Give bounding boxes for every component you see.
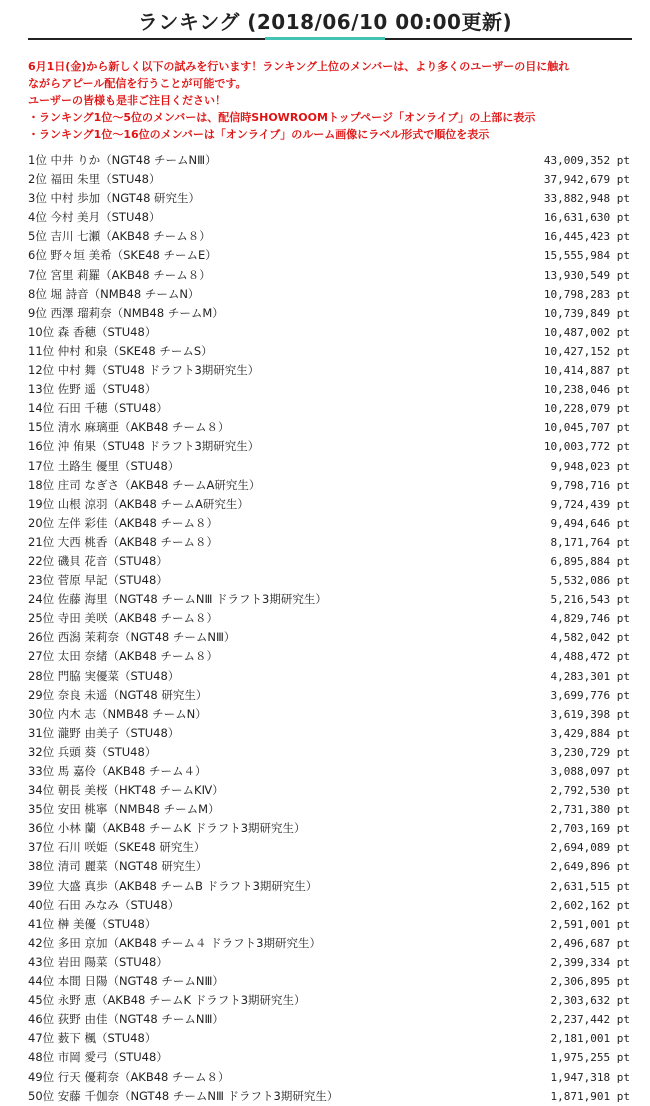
- member-points: 10,487,002 pt: [543, 325, 630, 339]
- ranking-row: [28, 323, 630, 342]
- member-name: 17位 土路生 優里（STU48）: [28, 458, 180, 473]
- member-points: 1,947,318 pt: [550, 1070, 630, 1084]
- member-points: 10,045,707 pt: [543, 421, 630, 435]
- member-points: 10,238,046 pt: [543, 383, 630, 397]
- ranking-row: [28, 838, 630, 857]
- member-points: 10,228,079 pt: [543, 402, 630, 416]
- member-name: 13位 佐野 遥（STU48）: [28, 382, 157, 397]
- member-name: 22位 磯貝 花音（STU48）: [28, 553, 168, 568]
- ranking-row: [28, 361, 630, 380]
- ranking-row: [28, 1029, 630, 1048]
- member-points: 16,631,630 pt: [543, 211, 630, 225]
- member-name: 40位 石田 みなみ（STU48）: [28, 897, 180, 912]
- member-points: 37,942,679 pt: [543, 173, 630, 187]
- ranking-row: [28, 628, 630, 647]
- ranking-row: [28, 800, 630, 819]
- ranking-row: [28, 227, 630, 246]
- member-points: 5,216,543 pt: [550, 593, 630, 607]
- ranking-row: [28, 285, 630, 304]
- notice-line: 6月1日(金)から新しく以下の試みを行います！ランキング上位のメンバーは、より多くのユーザーの目に触れ: [28, 60, 570, 73]
- page-header: [0, 0, 650, 40]
- member-name: 12位 中村 舞（STU48 ドラフト3期研究生）: [28, 363, 260, 378]
- member-name: 10位 森 香穂（STU48）: [28, 324, 157, 339]
- member-points: 2,237,442 pt: [550, 1013, 630, 1027]
- member-name: 16位 沖 侑果（STU48 ドラフト3期研究生）: [28, 439, 260, 454]
- member-points: 2,649,896 pt: [550, 860, 630, 874]
- member-name: 23位 菅原 早記（STU48）: [28, 573, 168, 588]
- notice-line: ながらアピール配信を行うことが可能です。: [28, 77, 247, 90]
- member-name: 30位 内木 志（NMB48 チームN）: [28, 706, 207, 721]
- member-points: 2,631,515 pt: [550, 879, 630, 893]
- notice-line: ・ランキング1位〜16位のメンバーは「オンライブ」のルーム画像にラベル形式で順位を表示: [28, 128, 490, 141]
- member-points: 1,871,901 pt: [550, 1089, 630, 1103]
- ranking-row: [28, 304, 630, 323]
- member-points: 8,171,764 pt: [550, 535, 630, 549]
- member-points: 10,739,849 pt: [543, 306, 630, 320]
- member-points: 10,427,152 pt: [543, 344, 630, 358]
- ranking-row: [28, 590, 630, 609]
- member-name: 14位 石田 千穂（STU48）: [28, 401, 168, 416]
- member-name: 34位 朝長 美桜（HKT48 チームKⅣ）: [28, 783, 224, 798]
- member-name: 6位 野々垣 美希（SKE48 チームE）: [28, 248, 217, 263]
- ranking-row: [28, 934, 630, 953]
- member-name: 42位 多田 京加（AKB48 チーム４ ドラフト3期研究生）: [28, 935, 322, 950]
- member-name: 24位 佐藤 海里（NGT48 チームNⅢ ドラフト3期研究生）: [28, 592, 327, 607]
- ranking-row: [28, 1068, 630, 1087]
- member-name: 50位 安藤 千伽奈（NGT48 チームNⅢ ドラフト3期研究生）: [28, 1088, 339, 1103]
- member-points: 3,429,884 pt: [550, 726, 630, 740]
- member-name: 9位 西澤 瑠莉奈（NMB48 チームM）: [28, 305, 224, 320]
- member-points: 2,303,632 pt: [550, 994, 630, 1008]
- member-points: 15,555,984 pt: [543, 249, 630, 263]
- ranking-row: [28, 972, 630, 991]
- member-points: 9,798,716 pt: [550, 478, 630, 492]
- member-points: 6,895,884 pt: [550, 554, 630, 568]
- member-points: 10,003,772 pt: [543, 440, 630, 454]
- member-points: 16,445,423 pt: [543, 230, 630, 244]
- ranking-row: [28, 915, 630, 934]
- member-points: 2,591,001 pt: [550, 917, 630, 931]
- member-name: 32位 兵頭 葵（STU48）: [28, 744, 157, 759]
- ranking-row: [28, 991, 630, 1010]
- member-name: 27位 太田 奈緒（AKB48 チーム８）: [28, 649, 219, 664]
- member-name: 25位 寺田 美咲（AKB48 チーム８）: [28, 611, 219, 626]
- ranking-row: [28, 533, 630, 552]
- member-name: 41位 榊 美優（STU48）: [28, 916, 157, 931]
- ranking-row: [28, 1010, 630, 1029]
- member-name: 49位 行天 優莉奈（AKB48 チーム８）: [28, 1069, 230, 1084]
- ranking-row: [28, 1087, 630, 1106]
- member-name: 29位 奈良 未遥（NGT48 研究生）: [28, 687, 208, 702]
- member-name: 15位 清水 麻璃亜（AKB48 チーム８）: [28, 420, 230, 435]
- member-points: 9,494,646 pt: [550, 516, 630, 530]
- member-points: 33,882,948 pt: [543, 192, 630, 206]
- member-points: 4,582,042 pt: [550, 631, 630, 645]
- ranking-row: [28, 151, 630, 170]
- member-points: 5,532,086 pt: [550, 574, 630, 588]
- member-name: 35位 安田 桃寧（NMB48 チームM）: [28, 802, 220, 817]
- ranking-row: [28, 457, 630, 476]
- ranking-row: [28, 686, 630, 705]
- ranking-row: [28, 819, 630, 838]
- ranking-row: [28, 877, 630, 896]
- ranking-row: [28, 189, 630, 208]
- member-name: 39位 大盛 真歩（AKB48 チームB ドラフト3期研究生）: [28, 878, 318, 893]
- notice-line: ユーザーの皆様も是非ご注目ください！: [28, 94, 226, 107]
- member-name: 38位 清司 麗菜（NGT48 研究生）: [28, 859, 208, 874]
- member-points: 4,829,746 pt: [550, 612, 630, 626]
- ranking-row: [28, 399, 630, 418]
- ranking-row: [28, 609, 630, 628]
- ranking-row: [28, 495, 630, 514]
- member-name: 47位 薮下 楓（STU48）: [28, 1031, 157, 1046]
- notice-line: ・ランキング1位〜5位のメンバーは、配信時SHOWROOMトップページ「オンライブ」の上部に表示: [28, 111, 536, 124]
- member-points: 2,306,895 pt: [550, 975, 630, 989]
- member-points: 10,414,887 pt: [543, 364, 630, 378]
- ranking-row: [28, 705, 630, 724]
- ranking-row: [28, 857, 630, 876]
- member-points: 2,703,169 pt: [550, 822, 630, 836]
- ranking-row: [28, 552, 630, 571]
- member-points: 2,792,530 pt: [550, 784, 630, 798]
- ranking-row: [28, 724, 630, 743]
- ranking-row: [28, 418, 630, 437]
- member-name: 46位 荻野 由佳（NGT48 チームNⅢ）: [28, 1012, 224, 1027]
- member-points: 2,399,334 pt: [550, 955, 630, 969]
- member-name: 43位 岩田 陽菜（STU48）: [28, 954, 168, 969]
- member-name: 19位 山根 涼羽（AKB48 チームA研究生）: [28, 496, 249, 511]
- ranking-row: [28, 514, 630, 533]
- ranking-row: [28, 781, 630, 800]
- ranking-row: [28, 896, 630, 915]
- member-points: 4,488,472 pt: [550, 650, 630, 664]
- ranking-row: [28, 762, 630, 781]
- ranking-row: [28, 437, 630, 456]
- member-points: 3,088,097 pt: [550, 765, 630, 778]
- member-points: 1,975,255 pt: [550, 1051, 630, 1065]
- ranking-list: [28, 151, 630, 1106]
- member-points: 3,230,729 pt: [550, 745, 630, 759]
- member-points: 2,496,687 pt: [550, 936, 630, 950]
- ranking-row: [28, 1048, 630, 1067]
- member-name: 4位 今村 美月（STU48）: [28, 210, 161, 225]
- member-name: 48位 市岡 愛弓（STU48）: [28, 1050, 168, 1065]
- ranking-row: [28, 266, 630, 285]
- member-name: 3位 中村 歩加（NGT48 研究生）: [28, 191, 201, 206]
- member-name: 20位 左伴 彩佳（AKB48 チーム８）: [28, 515, 219, 530]
- ranking-row: [28, 571, 630, 590]
- member-name: 21位 大西 桃香（AKB48 チーム８）: [28, 534, 219, 549]
- ranking-row: [28, 380, 630, 399]
- member-name: 36位 小林 蘭（AKB48 チームK ドラフト3期研究生）: [28, 821, 306, 836]
- member-name: 11位 仲村 和泉（SKE48 チームS）: [28, 343, 213, 358]
- member-points: 13,930,549 pt: [543, 268, 630, 282]
- ranking-row: [28, 667, 630, 686]
- member-name: 45位 永野 恵（AKB48 チームK ドラフト3期研究生）: [28, 993, 306, 1008]
- ranking-row: [28, 208, 630, 227]
- member-name: 7位 宮里 莉羅（AKB48 チーム８）: [28, 267, 211, 282]
- member-points: 4,283,301 pt: [550, 669, 630, 683]
- ranking-row: [28, 342, 630, 361]
- ranking-row: [28, 953, 630, 972]
- ranking-row: [28, 647, 630, 666]
- member-points: 2,181,001 pt: [550, 1032, 630, 1046]
- member-name: 28位 門脇 実優菜（STU48）: [28, 668, 180, 683]
- member-name: 31位 瀧野 由美子（STU48）: [28, 725, 180, 740]
- member-points: 2,694,089 pt: [550, 841, 630, 855]
- member-name: 18位 庄司 なぎさ（AKB48 チームA研究生）: [28, 477, 261, 492]
- member-name: 44位 本間 日陽（NGT48 チームNⅢ）: [28, 974, 224, 989]
- member-points: 2,731,380 pt: [550, 803, 630, 817]
- member-points: 9,724,439 pt: [550, 497, 630, 511]
- member-points: 2,602,162 pt: [550, 898, 630, 912]
- ranking-row: [28, 170, 630, 189]
- title-accent-bar: [265, 37, 385, 40]
- member-name: 5位 吉川 七瀬（AKB48 チーム８）: [28, 229, 211, 244]
- member-points: 3,619,398 pt: [550, 707, 630, 721]
- ranking-row: [28, 743, 630, 762]
- member-points: 43,009,352 pt: [543, 154, 630, 167]
- ranking-row: [28, 246, 630, 265]
- page-title: ランキング (2018/06/10 00:00更新): [137, 10, 513, 34]
- member-name: 2位 福田 朱里（STU48）: [28, 172, 161, 187]
- member-name: 1位 中井 りか（NGT48 チームNⅢ）: [28, 153, 217, 167]
- member-name: 26位 西潟 茉莉奈（NGT48 チームNⅢ）: [28, 630, 236, 645]
- member-points: 3,699,776 pt: [550, 688, 630, 702]
- member-name: 8位 堀 詩音（NMB48 チームN）: [28, 286, 200, 301]
- member-points: 10,798,283 pt: [543, 287, 630, 301]
- notice-box: [28, 58, 630, 143]
- ranking-row: [28, 476, 630, 495]
- member-name: 33位 馬 嘉伶（AKB48 チーム４）: [28, 764, 207, 778]
- member-points: 9,948,023 pt: [550, 459, 630, 473]
- member-name: 37位 石川 咲姫（SKE48 研究生）: [28, 840, 206, 855]
